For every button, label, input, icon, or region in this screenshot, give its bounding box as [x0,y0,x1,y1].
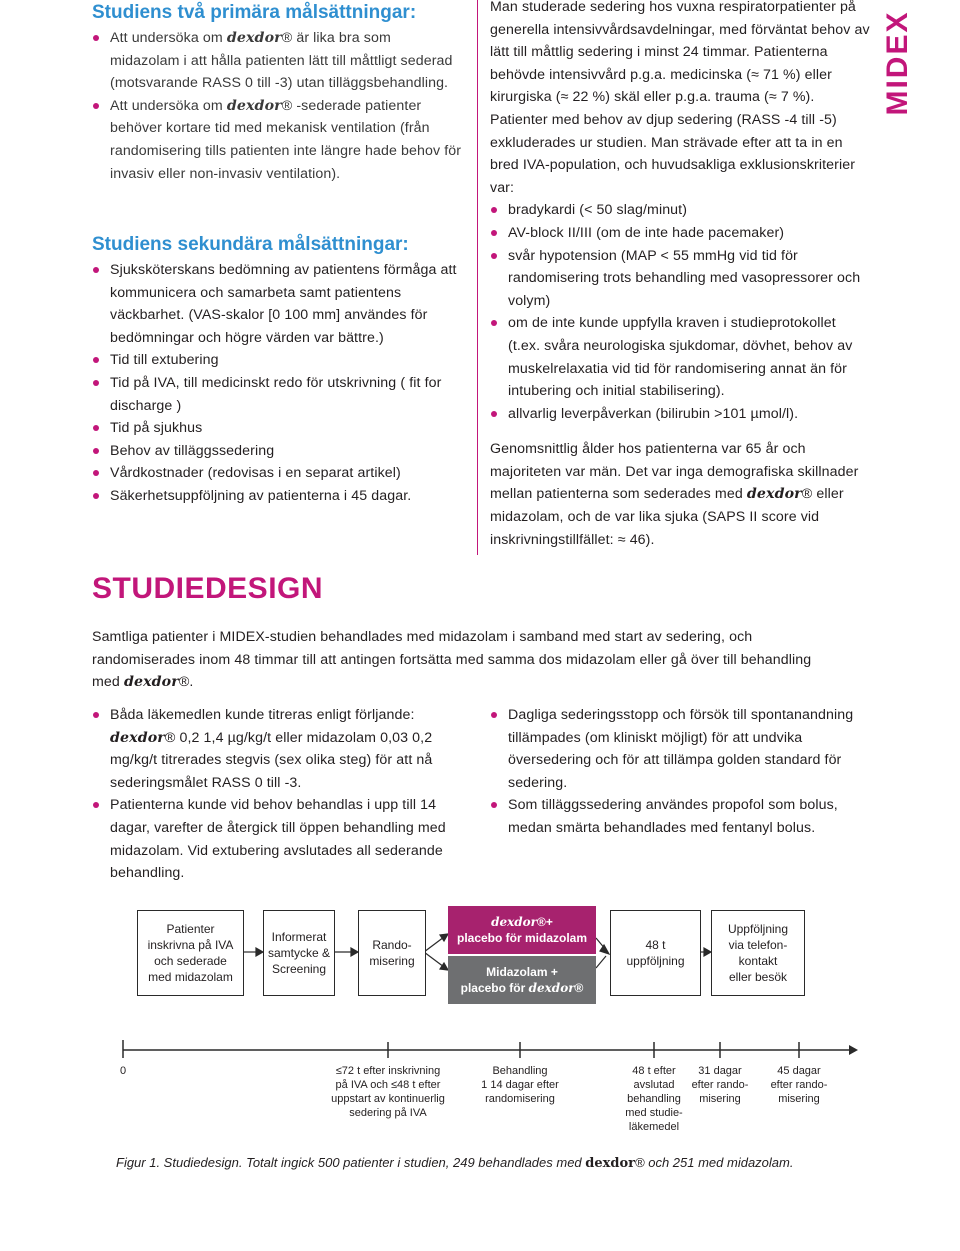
list-item: svår hypotension (MAP < 55 mmHg vid tid för randomisering trots behandling med vasopressorer och volym) [490,245,870,313]
list-item: Sjuksköterskans bedömning av patientens förmåga att kommunicera och samarbeta samt patientens väckbarhet. (VAS-skalor [0 100 mm] användes för bedömningar och högre värden var bättre.) [92,259,462,349]
brand-name: dexdor [585,1156,636,1171]
list-item: bradykardi (< 50 slag/minut) [490,199,870,222]
exclusion-list [490,199,870,425]
brand-name: dexdor [746,486,802,503]
list-item: allvarlig leverpåverkan (bilirubin >101 µmol/l). [490,403,870,426]
list-item: Säkerhetsuppföljning av patienterna i 45 dagar. [92,485,462,508]
brand-name: dexdor [226,97,282,114]
list-item: om de inte kunde uppfylla kraven i studieprotokollet (t.ex. svåra neurologiska sjukdomar, dövhet, behov av muskelrelaxatia vid tid för randomisering annat än för intubering och initial stabilisering). [490,312,870,402]
design-right [490,704,870,840]
figure-caption: Figur 1. Studiedesign. Totalt ingick 500 patienter i studien, 249 behandlades med dexdor® och 251 med midazolam. [116,1155,794,1171]
flow-box-midazolam-arm: Midazolam + placebo för dexdor® [448,956,596,1004]
brand-name: dexdor [528,981,575,995]
flow-diagram [0,900,960,1020]
timeline-label-31d: 31 dagar efter rando- misering [691,1065,749,1105]
flow-box-phone-followup: Uppföljning via telefon- kontakt eller besök [711,910,805,996]
brand-name: dexdor [123,674,179,691]
design-left [92,704,462,885]
timeline-label-treatment: Behandling 1 14 dagar efter randomisering [481,1065,559,1105]
secondary-objectives [92,234,462,508]
column-divider [477,0,478,555]
list-item: AV-block II/III (om de inte hade pacemaker) [490,222,870,245]
list-item: Patienterna kunde vid behov behandlas i upp till 14 dagar, varefter de återgick till öppen behandling med midazolam. Vid extubering avslutades all sederande behandling. [92,794,462,884]
primary-list [92,27,462,185]
flow-box-48h-followup: 48 t uppföljning [610,910,701,996]
list-item: Dagliga sederingsstopp och försök till spontanandning tillämpades (om kliniskt möjligt) för att undvika översedering och för att tillämpa golden standard för sedering. [490,704,870,794]
flow-box-dexdor-arm: dexdor®+ placebo för midazolam [448,906,596,954]
brand-name: dexdor [226,30,282,46]
list-item: Som tilläggssedering användes propofol som bolus, medan smärta behandlades med fentanyl bolus. [490,794,870,839]
side-label: MIDEX [881,10,914,116]
timeline-label-48h: 48 t efter avslutad behandling med studie- läkemedel [625,1065,683,1133]
list-item: Vårdkostnader (redovisas i en separat artikel) [92,462,462,485]
timeline-label-0: 0 [119,1065,127,1077]
primary-objectives [92,2,462,185]
flow-box-consent: Informerat samtycke & Screening [263,910,335,996]
design-right-list [490,704,870,840]
design-paragraph: Samtliga patienter i MIDEX-studien behandlades med midazolam i samband med start av sedering, och randomiserades inom 48 timmar till att antingen fortsätta med samma dos midazolam eller gå över till behandling med dexdor®. [92,629,812,691]
design-heading: STUDIEDESIGN [92,572,324,605]
list-item: Båda läkemedlen kunde titreras enligt förljande: dexdor® 0,2 1,4 µg/kg/t eller midazolam 0,03 0,2 mg/kg/t titrerades stegvis (sex olika steg) för att nå sederingsmålet RASS 0 till -3. [92,704,462,794]
flow-box-randomisation: Rando- misering [358,910,426,996]
timeline-label-enrolment: ≤72 t efter inskrivning på IVA och ≤48 t efter uppstart av kontinuerlig sedering på IVA [331,1065,445,1119]
list-item: Att undersöka om dexdor® är lika bra som midazolam i att hålla patienten lätt till måttligt sederad (motsvarande RASS 0 till -3) utan tilläggsbehandling. [92,27,462,95]
list-item: Tid till extubering [92,349,462,372]
flow-box-enrolled: Patienter inskrivna på IVA och sederade med midazolam [137,910,244,996]
population-intro: Man studerade sedering hos vuxna respiratorpatienter på generella intensivvårdsavdelningar, med förväntat behov av lätt till måttlig sedering i minst 24 timmar. Patienterna behövde intensivvård p.g.a. medicinska (≈ 71 %) eller kirurgiska (≈ 22 %) skäl eller p.g.a. trauma (≈ 7 %). Patienter med behov av djup sedering (RASS -4 till -5) exkluderades ur studien. Man strävade efter att ta in en bred IVA-population, och huvudsakliga exklusionskriterier var: [490,0,870,196]
secondary-heading: Studiens sekundära målsättningar: [92,234,409,255]
list-item: Att undersöka om dexdor® -sederade patienter behöver kortare tid med mekanisk ventilation (från randomisering tills patienten inte längre hade behov för invasiv eller non-invasiv ventilation). [92,95,462,185]
demographics-paragraph: Genomsnittlig ålder hos patienterna var 65 år och majoriteten var män. Det var inga demografiska skillnader mellan patienterna som sederades med dexdor® eller midazolam, och de var lika sjuka (SAPS II score vid inskrivningstillfället: ≈ 46). [490,441,859,548]
list-item: Behov av tilläggssedering [92,440,462,463]
design-left-list [92,704,462,885]
list-item: Tid på IVA, till medicinskt redo för utskrivning ( fit for discharge ) [92,372,462,417]
timeline-label-45d: 45 dagar efter rando- misering [770,1065,828,1105]
brand-name: dexdor [110,729,165,746]
secondary-list [92,259,462,508]
brand-name: dexdor [491,915,538,929]
list-item: Tid på sjukhus [92,417,462,440]
primary-heading: Studiens två primära målsättningar: [92,2,417,23]
study-population [490,0,870,551]
